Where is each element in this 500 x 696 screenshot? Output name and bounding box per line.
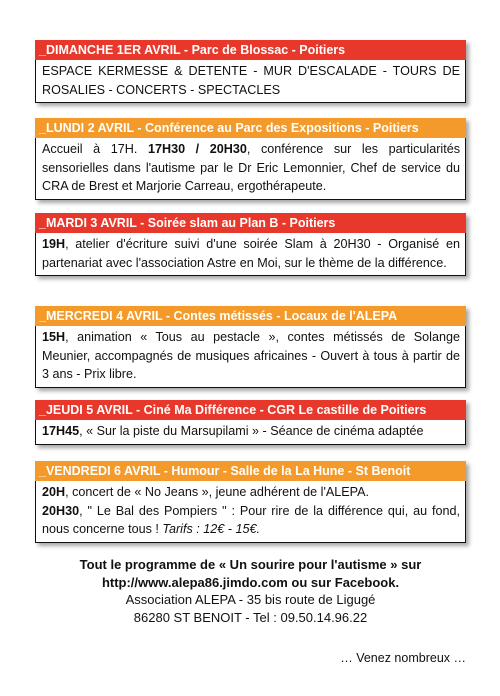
event-monday <box>35 118 466 200</box>
event-description: , conférence sur les particularités sensorielles dans l'autisme par le Dr Eric Lemonnier, Chef de service du CRA de Brest et Marjorie Carreau, ergothérapeute. <box>42 142 460 193</box>
event-header: _MERCREDI 4 AVRIL - Contes métissés - Locaux de l'ALEPA <box>35 306 466 326</box>
event-header: _LUNDI 2 AVRIL - Conférence au Parc des Expositions - Poitiers <box>35 118 466 138</box>
event-header: _JEUDI 5 AVRIL - Ciné Ma Différence - CGR Le castille de Poitiers <box>35 400 466 420</box>
event-time: Accueil à 17H. <box>42 142 138 156</box>
event-body <box>35 60 466 103</box>
event-description: , « Sur la piste du Marsupilami » - Séance de cinéma adaptée <box>79 424 424 438</box>
event-sunday <box>35 40 466 103</box>
event-header: _VENDREDI 6 AVRIL - Humour - Salle de la La Hune - St Benoit <box>35 461 466 481</box>
event-header: _MARDI 3 AVRIL - Soirée slam au Plan B - Poitiers <box>35 213 466 233</box>
event-time: 15H <box>42 330 66 344</box>
event-time: 20H30 <box>42 503 80 518</box>
event-tuesday <box>35 213 466 276</box>
event-time: 19H <box>42 237 66 251</box>
event-description: , atelier d'écriture suivi d'une soirée Slam à 20H30 - Organisé en partenariat avec l'association Astre en Moi, sur le thème de la différence. <box>42 237 460 270</box>
event-time: 17H45 <box>42 424 80 438</box>
event-time: 17H30 / 20H30 <box>147 142 247 156</box>
event-line <box>42 502 460 539</box>
footer-contact: 86280 ST BENOIT - Tel : 09.50.14.96.22 <box>133 609 368 625</box>
event-description: ESPACE KERMESSE & DETENTE - MUR D'ESCALADE - TOURS DE ROSALIES - CONCERTS - SPECTACLES <box>42 64 460 97</box>
closing-text: … Venez nombreux … <box>340 651 466 665</box>
event-description: , concert de « No Jeans », jeune adhérent de l'ALEPA. <box>65 485 370 499</box>
event-body <box>35 420 466 445</box>
event-body <box>35 326 466 388</box>
footer-address: Association ALEPA - 35 bis route de Ligugé <box>125 592 376 607</box>
event-wednesday <box>35 306 466 388</box>
footer-website-link[interactable]: http://www.alepa86.jimdo.com ou sur Facebook. <box>101 574 400 590</box>
event-description: , " Le Bal des Pompiers " : Pour rire de la différence qui, au fond, nous concerne tous ! <box>42 503 460 536</box>
event-time: 20H <box>42 485 66 499</box>
footer-program-line: Tout le programme de « Un sourire pour l'autisme » sur <box>79 557 422 572</box>
event-body <box>35 233 466 276</box>
event-friday <box>35 461 466 543</box>
footer <box>35 556 466 626</box>
event-body <box>35 481 466 543</box>
event-description: , animation « Tous au pestacle », contes métissés de Solange Meunier, accompagnés de musiques africaines - Ouvert à tous à partir de 3 ans - Prix libre. <box>42 330 460 381</box>
event-thursday <box>35 400 466 445</box>
event-body <box>35 138 466 200</box>
event-prices: Tarifs : 12€ - 15€. <box>162 522 260 536</box>
event-line <box>42 483 460 502</box>
event-header: _DIMANCHE 1ER AVRIL - Parc de Blossac - Poitiers <box>35 40 466 60</box>
